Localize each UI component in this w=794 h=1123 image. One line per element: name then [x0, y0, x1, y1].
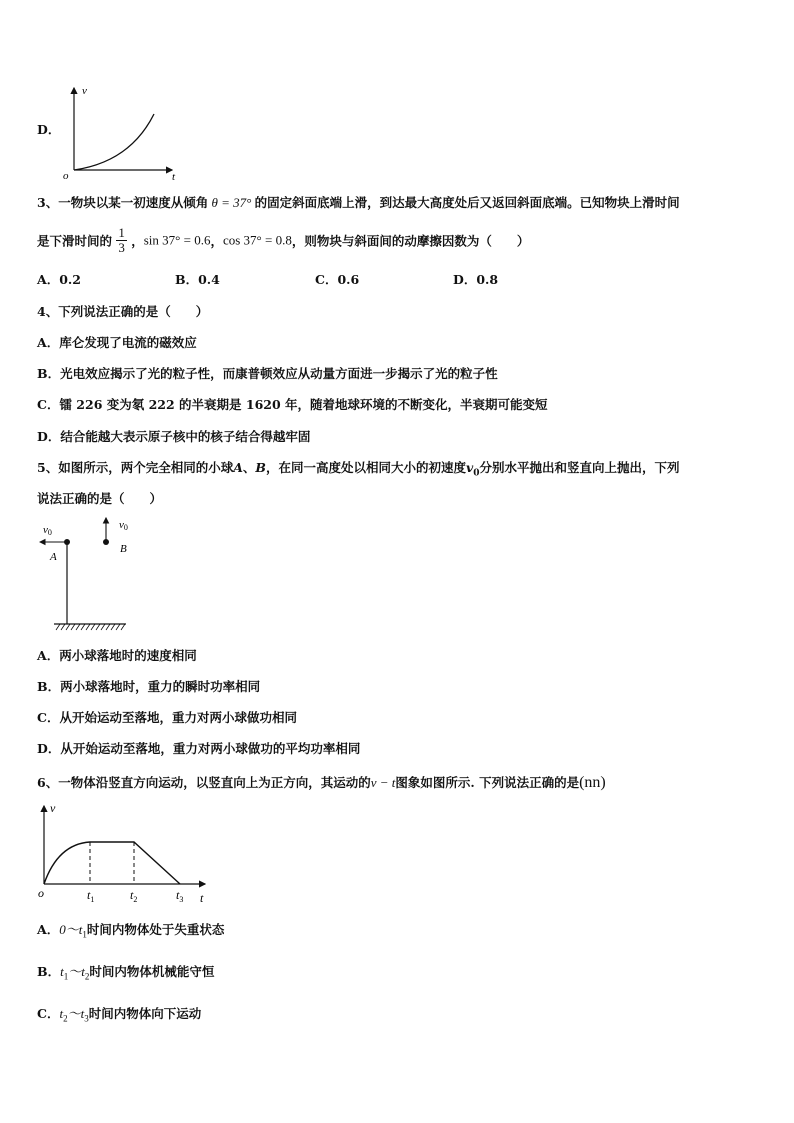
- q6-option-c: C．$t_2\sim t_3$时间内物体向下运动: [37, 1006, 202, 1024]
- q5-stem-line2: 说法正确的是（ ）: [37, 491, 163, 506]
- q4-option-d: D．结合能越大表示原子核中的核子结合得越牢固: [37, 429, 311, 444]
- q5-stem-line1: 5、如图所示，两个完全相同的小球A、B，在同一高度处以相同大小的初速度$v_0$分别水平抛出和竖直向上抛出，下列: [37, 460, 680, 479]
- q3-stem-line2: 是下滑时间的 $\frac{1}{3}$ ，sin 37° = 0.6，cos 37° = 0.8，则物块与斜面间的动摩擦因数为（ ）: [37, 225, 530, 255]
- t2-label: $t_2$: [130, 888, 138, 904]
- q6-stem: 6、一物体沿竖直方向运动，以竖直向上为正方向，其运动的v − t图象如图所示. 下列说法正确的是(nn): [37, 774, 606, 791]
- q3-option-c: C．0.6: [315, 272, 360, 287]
- y-axis-label: v: [82, 85, 87, 97]
- ball-a-label: A: [50, 551, 57, 563]
- q2-option-d-graph: [60, 82, 185, 180]
- q3-option-a: A．0.2: [37, 272, 81, 287]
- q5-figure: [30, 512, 140, 637]
- q5-option-d: D．从开始运动至落地，重力对两小球做功的平均功率相同: [37, 741, 361, 756]
- origin-label: o: [63, 170, 69, 180]
- y-axis-label: v: [50, 801, 56, 815]
- q5-option-a: A．两小球落地时的速度相同: [37, 648, 197, 663]
- q2-option-d-label: D．: [37, 122, 61, 137]
- curve: [74, 114, 154, 170]
- vt-curve: [44, 842, 180, 884]
- fraction-one-third: $\frac{1}{3}$: [118, 225, 125, 255]
- q4-stem: 4、下列说法正确的是（ ）: [37, 304, 209, 319]
- ground-hatch: [56, 624, 125, 630]
- x-axis-label: t: [172, 171, 176, 180]
- t1-label: $t_1$: [87, 888, 95, 904]
- x-axis-label: t: [200, 891, 204, 905]
- q3-stem-line1: 3、一物块以某一初速度从倾角 θ = 37° 的固定斜面底端上滑，到达最大高度处后又返回斜面底端。已知物块上滑时间: [37, 195, 680, 210]
- q4-option-c: C．镭 226 变为氡 222 的半衰期是 1620 年，随着地球环境的不断变化，半衰期可能变短: [37, 397, 548, 412]
- q3-option-b: B．0.4: [175, 272, 220, 287]
- origin-label: o: [38, 886, 44, 900]
- q4-option-b: B．光电效应揭示了光的粒子性，而康普顿效应从动量方面进一步揭示了光的粒子性: [37, 366, 498, 381]
- ball-b-label: B: [120, 543, 127, 555]
- v0-label-b: v0: [119, 519, 128, 532]
- q5-option-c: C．从开始运动至落地，重力对两小球做功相同: [37, 710, 297, 725]
- q6-option-a: A．$0\sim t_1$时间内物体处于失重状态: [37, 922, 225, 940]
- q5-option-b: B．两小球落地时，重力的瞬时功率相同: [37, 679, 261, 694]
- q4-option-a: A．库仑发现了电流的磁效应: [37, 335, 197, 350]
- v0-label-a: v0: [43, 524, 52, 537]
- q6-option-b: B．$t_1\sim t_2$时间内物体机械能守恒: [37, 964, 215, 982]
- q3-option-d: D．0.8: [453, 272, 499, 287]
- q6-vt-graph: [30, 800, 215, 908]
- t3-label: $t_3$: [176, 888, 184, 904]
